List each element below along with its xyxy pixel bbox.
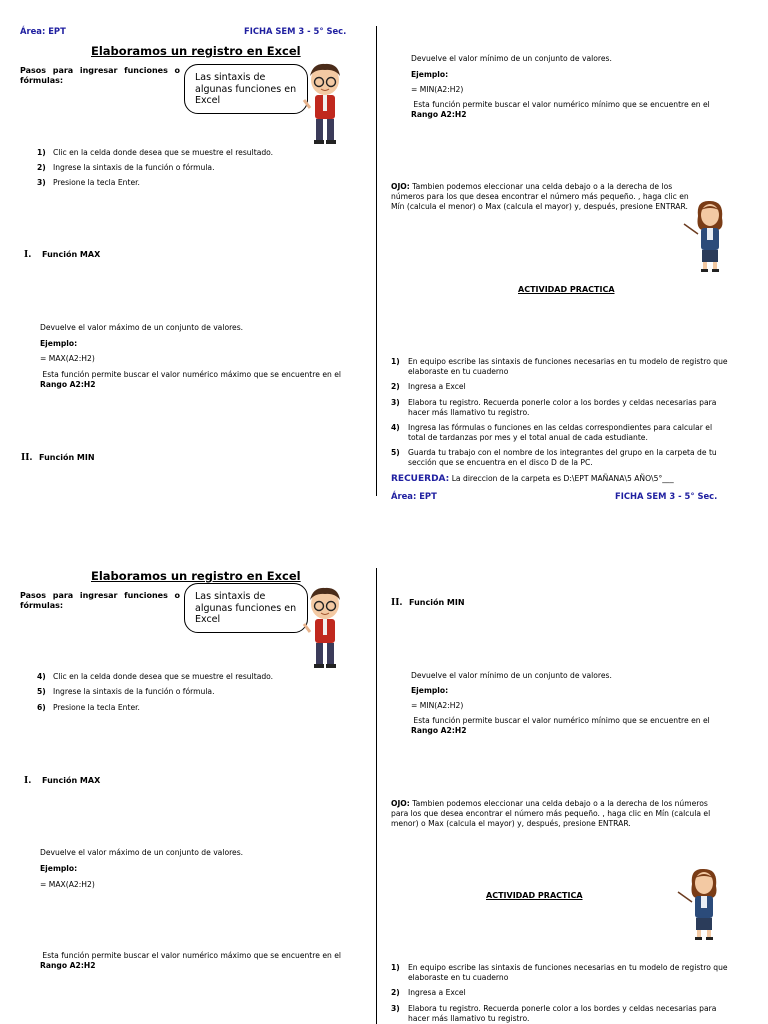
actividad-title-top: ACTIVIDAD PRACTICA xyxy=(518,285,615,294)
speech-bubble: Las sintaxis de algunas funciones en Excel xyxy=(184,583,308,633)
list-item: 2) Ingresa a Excel xyxy=(391,382,466,391)
page-title: Elaboramos un registro en Excel xyxy=(91,44,301,58)
max-explain: Esta función permite buscar el valor numérico máximo que se encuentre en el Rango A2:H2 xyxy=(40,370,342,389)
actividad-title-bottom: ACTIVIDAD PRACTICA xyxy=(486,891,583,900)
teacher-boy-illustration xyxy=(300,584,350,672)
max-ejemplo: Ejemplo: xyxy=(40,339,78,348)
max-heading: I. Función MAX xyxy=(24,776,101,786)
list-item: 5) Guarda tu trabajo con el nombre de los integrantes del grupo en la carpeta de tu sección que se encuentra en el disco D de la PC. xyxy=(391,448,717,467)
teacher-girl-illustration xyxy=(674,866,726,942)
area-label-footer: Área: EPT xyxy=(391,491,437,501)
teacher-boy-illustration xyxy=(300,60,350,148)
list-item: 2) Ingresa a Excel xyxy=(391,988,466,997)
min-desc: Devuelve el valor mínimo de un conjunto de valores. xyxy=(411,54,612,63)
list-item: 1) En equipo escribe las sintaxis de funciones necesarias en tu modelo de registro que elaboraste en tu cuaderno xyxy=(391,963,728,982)
list-item: 5) Ingrese la sintaxis de la función o fórmula. xyxy=(37,687,215,696)
min-ejemplo: Ejemplo: xyxy=(411,70,449,79)
max-desc: Devuelve el valor máximo de un conjunto de valores. xyxy=(40,848,244,857)
list-item: 4) Ingresa las fórmulas o funciones en las celdas correspondientes para calcular el total de tardanzas por mes y el total anual de cada estudiante. xyxy=(391,423,713,442)
list-item: 3) Presione la tecla Enter. xyxy=(37,178,140,187)
min-formula: = MIN(A2:H2) xyxy=(411,701,464,710)
recuerda-note: RECUERDA: La direccion de la carpeta es D:\EPT MAÑANA\5 AÑO\5°___ xyxy=(391,474,674,484)
min-ejemplo: Ejemplo: xyxy=(411,686,449,695)
steps-label: Pasos para ingresar funciones o fórmulas: xyxy=(20,66,180,85)
page-title: Elaboramos un registro en Excel xyxy=(91,569,301,583)
ficha-label: FICHA SEM 3 - 5° Sec. xyxy=(244,26,347,36)
ojo-note: OJO: Tambien podemos eleccionar una celda debajo o a la derecha de los números para los que desea encontrar el número más pequeño. , haga clic en Mín (calcula el menor) o Max (calcula el mayor) y, después, presione ENTRAR. xyxy=(391,799,711,828)
min-explain: Esta función permite buscar el valor numérico mínimo que se encuentre en el Rango A2:H2 xyxy=(411,100,710,119)
list-item: 1) En equipo escribe las sintaxis de funciones necesarias en tu modelo de registro que elaboraste en tu cuaderno xyxy=(391,357,728,376)
column-divider xyxy=(376,26,377,496)
ficha-label-footer: FICHA SEM 3 - 5° Sec. xyxy=(615,491,718,501)
list-item: 1) Clic en la celda donde desea que se muestre el resultado. xyxy=(37,148,274,157)
list-item: 4) Clic en la celda donde desea que se muestre el resultado. xyxy=(37,672,274,681)
list-item: 2) Ingrese la sintaxis de la función o fórmula. xyxy=(37,163,215,172)
max-heading: I. Función MAX xyxy=(24,250,101,260)
max-desc: Devuelve el valor máximo de un conjunto de valores. xyxy=(40,323,244,332)
list-item: 3) Elabora tu registro. Recuerda ponerle color a los bordes y celdas necesarias para hacer más llamativo tu registro. xyxy=(391,1004,717,1023)
min-desc: Devuelve el valor mínimo de un conjunto de valores. xyxy=(411,671,612,680)
max-formula: = MAX(A2:H2) xyxy=(40,880,95,889)
speech-bubble: Las sintaxis de algunas funciones en Excel xyxy=(184,64,308,114)
min-explain: Esta función permite buscar el valor numérico mínimo que se encuentre en el Rango A2:H2 xyxy=(411,716,710,735)
min-heading: II. Función MIN xyxy=(391,598,465,608)
steps-label: Pasos para ingresar funciones o fórmulas: xyxy=(20,591,180,610)
min-heading: II. Función MIN xyxy=(21,453,95,463)
area-label: Área: EPT xyxy=(20,26,66,36)
list-item: 6) Presione la tecla Enter. xyxy=(37,703,140,712)
max-explain: Esta función permite buscar el valor numérico máximo que se encuentre en el Rango A2:H2 xyxy=(40,951,342,970)
list-item: 3) Elabora tu registro. Recuerda ponerle color a los bordes y celdas necesarias para hacer más llamativo tu registro. xyxy=(391,398,717,417)
column-divider xyxy=(376,568,377,1024)
ojo-note: OJO: Tambien podemos eleccionar una celda debajo o a la derecha de los números para los que desea encontrar el número más pequeño. , haga clic en Mín (calcula el menor) o Max (calcula el mayor) y, después, presione ENTRAR. xyxy=(391,182,689,211)
max-ejemplo: Ejemplo: xyxy=(40,864,78,873)
teacher-girl-illustration xyxy=(680,198,732,274)
min-formula: = MIN(A2:H2) xyxy=(411,85,464,94)
max-formula: = MAX(A2:H2) xyxy=(40,354,95,363)
